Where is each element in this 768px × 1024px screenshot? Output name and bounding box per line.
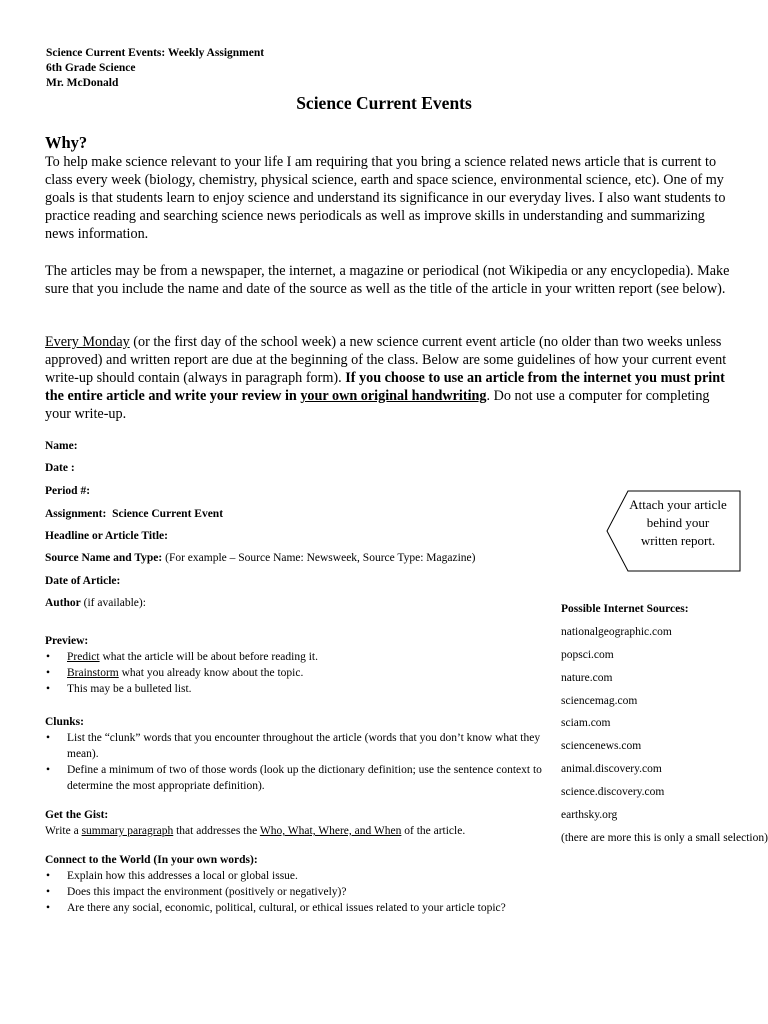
clunk-list-text: List the “clunk” words that you encounter throughout the article (words that you don’t know what they mean). <box>67 732 541 760</box>
connect-ethics-text: Are there any social, economic, political, cultural, or ethical issues related to your article topic? <box>67 902 506 914</box>
page-title: Science Current Events <box>296 93 472 113</box>
callout-line-3: written report. <box>640 533 716 548</box>
connect-heading: Connect to the World (In your own words): <box>45 854 258 866</box>
source-item: animal.discovery.com <box>561 763 662 775</box>
preview-heading: Preview: <box>45 635 89 647</box>
headline-label: Headline or Article Title: <box>45 530 168 542</box>
source-item: nationalgeographic.com <box>561 626 672 638</box>
callout-text <box>606 496 744 550</box>
intro-paragraph: To help make science relevant to your life I am requiring that you bring a science related news article that is current to class every week (biology, chemistry, physical science, earth and space science, environmental science, etc). One of my goals is that students learn to enjoy science and understand its significance in our everyday lives. I also want students to practice reading and searching science news periodicals as well as improve skills in understanding and summarizing news information. <box>45 154 726 242</box>
why-heading: Why? <box>45 133 88 152</box>
handwriting-text: your own original handwriting <box>300 388 487 404</box>
gist-heading: Get the Gist: <box>45 809 109 821</box>
list-item <box>45 681 545 697</box>
brainstorm-rest: what you already know about the topic. <box>118 667 304 679</box>
list-item <box>45 868 545 884</box>
assignment-label: Assignment: <box>45 508 107 520</box>
predict-rest: what the article will be about before reading it. <box>99 651 318 663</box>
gist-text <box>45 823 545 839</box>
list-item <box>45 665 545 681</box>
header-assignment-title: Science Current Events: Weekly Assignment <box>46 47 265 59</box>
source-item: earthsky.org <box>561 809 618 821</box>
author-note: (if available): <box>83 597 146 609</box>
document-header <box>46 46 264 91</box>
source-item: nature.com <box>561 672 613 684</box>
who-what-where-when-text: Who, What, Where, and When <box>259 825 402 837</box>
brainstorm-text: Brainstorm <box>67 667 119 679</box>
callout-line-1: Attach your article <box>629 497 727 512</box>
author-label: Author <box>45 597 81 609</box>
clunks-section <box>45 714 545 794</box>
internet-rule-text: If you choose to use an article from the internet you must print the entire article and write your review in <box>45 370 725 404</box>
date-of-article-label: Date of Article: <box>45 575 121 587</box>
date-label: Date : <box>45 462 75 474</box>
list-item <box>45 900 545 916</box>
assignment-line <box>45 508 223 520</box>
source-item: sciencenews.com <box>561 740 642 752</box>
gist-text-2: that addresses the <box>173 825 260 837</box>
due-paragraph <box>45 333 735 423</box>
source-line <box>45 552 475 564</box>
predict-text: Predict <box>67 651 100 663</box>
due-text: (or the first day of the school week) a new science current event article (no older than two weeks unless approved) and written report are due at the beginning of the class. Below are some guidelines of how your current event write-up should contain (always in paragraph form). <box>45 334 727 386</box>
list-item <box>45 649 545 665</box>
gist-text-1: Write a <box>45 825 82 837</box>
bulleted-list-text: This may be a bulleted list. <box>67 683 192 695</box>
source-item: sciam.com <box>561 717 611 729</box>
source-label: Source Name and Type: <box>45 552 163 564</box>
source-item: popsci.com <box>561 649 614 661</box>
connect-environment-text: Does this impact the environment (positively or negatively)? <box>67 886 347 898</box>
source-item: sciencemag.com <box>561 695 638 707</box>
callout-line-2: behind your <box>646 515 710 530</box>
header-grade: 6th Grade Science <box>46 62 136 74</box>
preview-section <box>45 633 545 697</box>
gist-section <box>45 807 545 839</box>
sources-note: (there are more this is only a small selection) <box>561 832 768 844</box>
source-item: science.discovery.com <box>561 786 665 798</box>
clunk-define-text: Define a minimum of two of those words (look up the dictionary definition; use the sentence context to determine the most appropriate definition). <box>67 764 542 792</box>
clunks-heading: Clunks: <box>45 716 84 728</box>
sources-heading: Possible Internet Sources: <box>561 603 689 615</box>
connect-issue-text: Explain how this addresses a local or global issue. <box>67 870 298 882</box>
list-item <box>45 884 545 900</box>
attach-article-callout <box>606 490 742 572</box>
internet-sources <box>561 603 768 844</box>
gist-text-3: of the article. <box>401 825 466 837</box>
list-item <box>45 762 545 794</box>
list-item <box>45 730 545 762</box>
assignment-value: Science Current Event <box>112 508 224 520</box>
every-monday-text: Every Monday <box>45 334 130 350</box>
author-line <box>45 597 146 609</box>
name-label: Name: <box>45 440 78 452</box>
no-computer-text: . Do not use a computer for completing your write-up. <box>45 388 710 422</box>
header-teacher: Mr. McDonald <box>46 77 119 89</box>
connect-section <box>45 852 545 916</box>
sources-paragraph: The articles may be from a newspaper, the internet, a magazine or periodical (not Wikipedia or any encyclopedia). Make sure that you include the name and date of the source as well as the title of the article in your written report (see below). <box>45 263 730 297</box>
summary-paragraph-text: summary paragraph <box>81 825 174 837</box>
period-label: Period #: <box>45 485 91 497</box>
source-example: (For example – Source Name: Newsweek, Source Type: Magazine) <box>165 552 476 564</box>
